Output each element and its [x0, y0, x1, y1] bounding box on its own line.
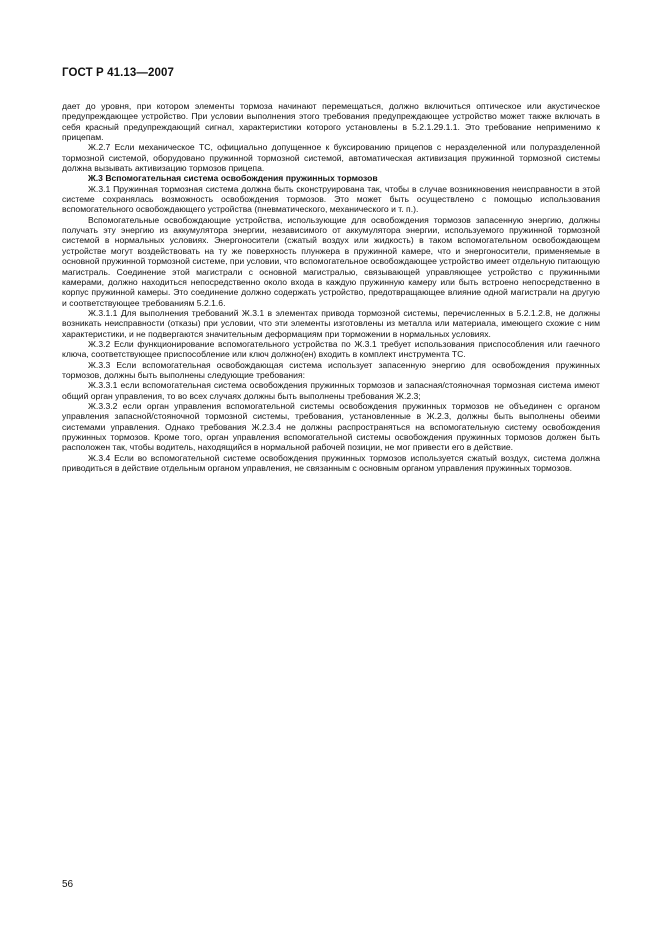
paragraph-zh-3-1-1: Ж.3.1.1 Для выполнения требований Ж.3.1 в элементах привода тормозной системы, перечисленных в 5.2.1.2.8, не должны возникать неисправности (отказы) при условии, что эти элементы изготовлены из металла или материала, имеющего схожие с ним характеристики, и не подвергаются значительным деформациям при торможении в нормальных условиях.: [62, 307, 600, 339]
paragraph-zh-3-1: Ж.3.1 Пружинная тормозная система должна быть сконструирована так, чтобы в случае возникновения неисправности в этой системе сохранялась возможность освобождения тормозов. Это может быть осуществлено с помощью использования вспомогательного освобождающего устройства (пневматического, механического и т. п.).: [62, 183, 600, 215]
page-number: 56: [62, 879, 74, 890]
paragraph-zh-3-3-2: Ж.3.3.2 если орган управления вспомогательной системы освобождения пружинных тормозов не объединен с органом управления запасной/стояночной тормозной системы, требования, установленные в Ж.2.3, должны быть выполнены обеими системами управления. Однако требования Ж.2.3.4 не должны распространяться на вспомогательную систему освобождения пружинных тормозов. Кроме того, орган управления вспомогательной системы освобождения пружинных тормозов должен быть расположен так, чтобы водитель, находящийся в нормальной рабочей позиции, не мог привести его в действие.: [62, 400, 600, 453]
paragraph-zh-3-4: Ж.3.4 Если во вспомогательной системе освобождения пружинных тормозов используется сжатый воздух, система должна приводиться в действие отдельным органом управления, не связанным с основным органом управления пружинных тормозов.: [62, 452, 600, 474]
paragraph-zh-3-2: Ж.3.2 Если функционирование вспомогательного устройства по Ж.3.1 требует использования приспособления или гаечного ключа, соответствующее приспособление или ключ должно(ен) входить в комплект инструмента ТС.: [62, 338, 600, 360]
document-header: ГОСТ Р 41.13—2007: [62, 67, 174, 79]
document-body: [62, 101, 600, 473]
paragraph-auxiliary-devices: Вспомогательные освобождающие устройства, использующие для освобождения тормозов запасенную энергию, должны получать эту энергию из аккумулятора энергии, независимого от аккумулятора энергии, используемого пружинной тормозной системой в нормальных условиях. Энергоносители (сжатый воздух или жидкость) в таком вспомогательном освобождающем устройстве могут воздействовать на ту же поверхность плунжера в пружинной камере, что и энергоносители, применяемые в основной пружинной тормозной системе, при условии, что вспомогательное освобождающее устройство имеет отдельную питающую магистраль. Соединение этой магистрали с основной магистралью, связывающей управляющее устройство с пружинными камерами, должно находиться непосредственно около входа в каждую пружинную камеру или быть встроено непосредственно в корпус пружинной камеры. Это соединение должно содержать устройство, предотвращающее влияние одной магистрали на другую и соответствующее требованиям 5.2.1.6.: [62, 214, 600, 308]
paragraph-zh-2-7: Ж.2.7 Если механическое ТС, официально допущенное к буксированию прицепов с неразделенной или полуразделенной тормозной системой, оборудовано пружинной тормозной системой, автоматическая активизация пружинной тормозной системы должна вызывать активизацию тормозов прицепа.: [62, 142, 600, 174]
paragraph-continuation: дает до уровня, при котором элементы тормоза начинают перемещаться, должно включиться оптическое или акустическое предупреждающее устройство. При условии выполнения этого требования предупреждающее устройство может также включать в себя красный предупреждающий сигнал, характеристики которого установлены в 5.2.1.29.1.1. Это требование неприменимо к прицепам.: [62, 101, 600, 143]
paragraph-zh-3-3-1: Ж.3.3.1 если вспомогательная система освобождения пружинных тормозов и запасная/стояночная тормозная система имеют общий орган управления, то во всех случаях должны быть выполнены требования Ж.2.3;: [62, 380, 600, 401]
paragraph-zh-3-3: Ж.3.3 Если вспомогательная освобождающая система использует запасенную энергию для освобождения пружинных тормозов, должны быть выполнены следующие требования:: [62, 359, 600, 380]
section-heading-zh-3: Ж.3 Вспомогательная система освобождения пружинных тормозов: [88, 173, 378, 184]
